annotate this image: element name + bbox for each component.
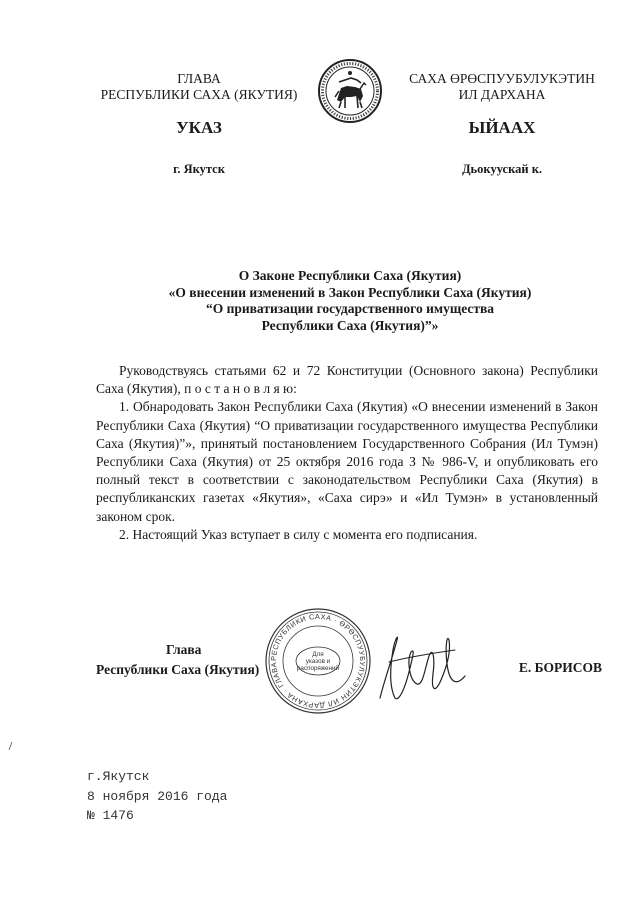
title-line2: «О внесении изменений в Закон Республики Саха (Якутия) — [168, 284, 532, 300]
doc-type-left: УКАЗ — [176, 118, 222, 137]
header-left-block — [84, 71, 314, 103]
doc-type-right: ЫЙААХ — [468, 118, 536, 137]
signatory-role — [96, 640, 276, 680]
footer-date: 8 ноября 2016 года — [87, 788, 228, 804]
coat-of-arms-emblem — [317, 58, 383, 124]
stamp-center-line2: указов и — [305, 658, 331, 665]
signatory-role-line2: Республики Саха (Якутия) — [96, 662, 260, 677]
footer-city: г.Якутск — [87, 769, 150, 784]
signatory-role-line1: Глава — [166, 642, 202, 657]
header-right-line1: САХА ӨРӨСПУУБУЛУКЭТИН — [409, 71, 595, 86]
decree-body — [96, 362, 598, 544]
decree-footer — [87, 767, 227, 826]
header-right-line2: ИЛ ДАРХАНА — [458, 87, 546, 102]
body-item-2: 2. Настоящий Указ вступает в силу с момента его подписания. — [119, 526, 478, 542]
header-left-line2: РЕСПУБЛИКИ САХА (ЯКУТИЯ) — [100, 87, 298, 102]
title-line3: “О приватизации государственного имущества — [205, 301, 495, 316]
body-item-1: 1. Обнародовать Закон Республики Саха (Якутия) «О внесении изменений в Закон Республики Саха (Якутия) “О приватизации государственного имущества Республики Саха (Якутия)”», принятый постановлением Государственного Собрания (Ил Тумэн) Республики Саха (Якутия) от 25 октября 2016 года З № 986-V, и опубликовать его полный текст в соответствии с законодательством Республики Саха (Якутия) в республиканских газетах «Якутия», «Саха сирэ» и «Ил Тумэн» в установленный законом срок. — [96, 399, 598, 524]
official-seal-stamp — [263, 606, 373, 716]
body-intro: Руководствуясь статьями 62 и 72 Конституции (Основного закона) Республики Саха (Якутия), п о с т а н о в л я ю: — [96, 363, 598, 397]
decree-title — [100, 268, 600, 334]
title-line1: О Законе Республики Саха (Якутия) — [238, 268, 462, 283]
title-line4: Республики Саха (Якутия)”» — [261, 317, 439, 333]
signatory-name: Е. БОРИСОВ — [518, 660, 602, 675]
footer-number: № 1476 — [87, 808, 134, 823]
stamp-center-line1: Для — [312, 651, 324, 658]
handwritten-signature — [375, 628, 470, 708]
header-left-line1: ГЛАВА — [177, 71, 221, 86]
stamp-ring-text: РЕСПУБЛИКИ САХА · ӨРӨСПУУБУЛУКЭТИН ИЛ ДАРХАНА · ГЛАВА — [268, 611, 368, 711]
city-right: Дьокуускай к. — [461, 162, 543, 176]
scan-mark — [8, 742, 13, 750]
header-right-block — [392, 71, 612, 103]
city-left: г. Якутск — [173, 162, 225, 176]
stamp-center-line3: распоряжений — [296, 665, 340, 672]
